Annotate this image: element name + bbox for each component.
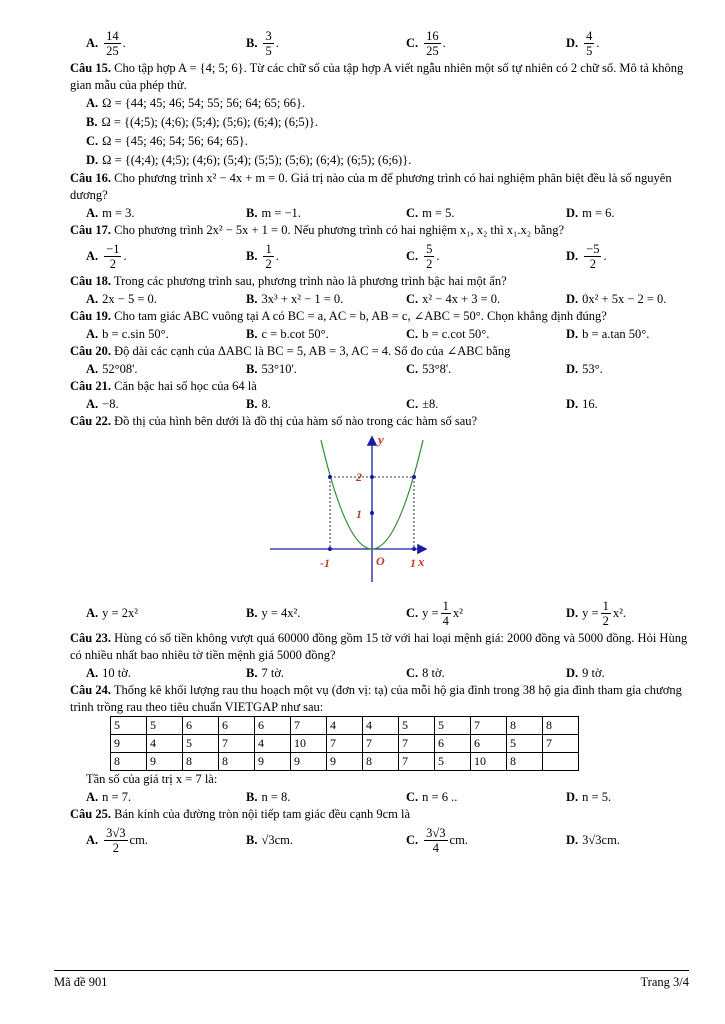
q21-option-a[interactable]: A. −8. [86, 397, 119, 411]
q18-option-d[interactable]: D. 0x² + 5x − 2 = 0. [566, 292, 667, 306]
table-cell: 10 [471, 753, 507, 771]
q25-stem: Câu 25. Bán kính của đường tròn nội tiếp tam giác đều cạnh 9cm là [70, 807, 411, 821]
table-cell: 9 [291, 753, 327, 771]
q15-option-d[interactable]: D. Ω = {(4;4); (4;5); (4;6); (5;4); (5;5); (5;6); (6;4); (6;5); (6;6)}. [86, 153, 412, 167]
table-cell: 8 [507, 717, 543, 735]
table-cell: 8 [111, 753, 147, 771]
tick-x-neg1 [328, 547, 332, 551]
table-cell: 5 [183, 735, 219, 753]
parabola-graph [260, 432, 430, 592]
q24-options [70, 788, 692, 806]
table-cell: 7 [543, 735, 579, 753]
q16-stem: Câu 16. Cho phương trình x² − 4x + m = 0. Giá trị nào của m để phương trình có hai nghiệm phân biệt đều là số nguyên dương? [70, 171, 672, 202]
q16-options [70, 204, 692, 222]
tick-label-x1: 1 [410, 556, 416, 570]
y-axis-label: y [378, 432, 384, 447]
q24-option-b[interactable]: B. n = 8. [246, 790, 291, 804]
q24-subquestion: Tần số của giá trị x = 7 là: [86, 772, 218, 786]
q25-option-c[interactable]: C. $\frac{3√3}{4}$ cm. [406, 825, 468, 855]
x-axis-label: x [418, 554, 425, 569]
q17-option-b[interactable]: B. $\frac{1}{2}$ . [246, 241, 279, 271]
table-cell: 5 [507, 735, 543, 753]
table-cell: 7 [399, 753, 435, 771]
table-cell: 4 [147, 735, 183, 753]
table-cell: 8 [543, 717, 579, 735]
q24-option-a[interactable]: A. n = 7. [86, 790, 132, 804]
table-cell: 4 [363, 717, 399, 735]
q18-options [70, 290, 692, 308]
table-cell: 8 [507, 753, 543, 771]
q22-option-d[interactable]: D. y = $\frac{1}{2}$ x². [566, 598, 626, 628]
q18-option-a[interactable]: A. 2x − 5 = 0. [86, 292, 157, 306]
table-cell: 5 [435, 753, 471, 771]
point-1-2 [412, 475, 416, 479]
q16-option-d[interactable]: D. m = 6. [566, 206, 615, 220]
q15-stem: Câu 15. Cho tập hợp A = {4; 5; 6}. Từ các chữ số của tập hợp A viết ngẫu nhiên một số tự nhiên có 2 chữ số. Mô tả không gian mẫu của phép thử. [70, 61, 684, 92]
q19-option-c[interactable]: C. b = c.cot 50°. [406, 327, 490, 341]
q21-stem: Câu 21. Căn bậc hai số học của 64 là [70, 379, 257, 393]
tick-label-y2: 2 [356, 470, 362, 484]
table-cell: 6 [255, 717, 291, 735]
tick-y2 [370, 475, 374, 479]
q25-options [70, 823, 692, 857]
table-cell: 5 [111, 717, 147, 735]
q19-options [70, 325, 692, 343]
tick-label-y1: 1 [356, 507, 362, 521]
q14-options [70, 26, 692, 60]
table-cell: 9 [255, 753, 291, 771]
table-cell: 4 [327, 717, 363, 735]
q19-option-d[interactable]: D. b = a.tan 50°. [566, 327, 650, 341]
q23-option-c[interactable]: C. 8 tờ. [406, 666, 445, 680]
table-cell [543, 753, 579, 771]
harvest-table [110, 716, 579, 771]
q24-stem: Câu 24. Thống kê khối lượng rau thu hoạch một vụ (đơn vị: tạ) của mỗi hộ gia đình trong 38 hộ gia đình tham gia chương trình trồng rau theo tiêu chuẩn VIETGAP như sau: [70, 683, 682, 714]
q16-option-c[interactable]: C. m = 5. [406, 206, 455, 220]
q15-option-a[interactable]: A. Ω = {44; 45; 46; 54; 55; 56; 64; 65; 66}. [86, 96, 306, 110]
q25-option-d[interactable]: D. 3√3cm. [566, 832, 620, 847]
q14-option-a[interactable]: A. $\frac{14}{25}$ . [86, 28, 126, 58]
tick-label-x-neg1: -1 [320, 556, 330, 570]
q20-options [70, 360, 692, 378]
q21-options [70, 395, 692, 413]
table-row [111, 735, 579, 753]
q20-option-a[interactable]: A. 52°08'. [86, 362, 138, 376]
q21-option-c[interactable]: C. ±8. [406, 397, 439, 411]
point-neg1-2 [328, 475, 332, 479]
q19-option-b[interactable]: B. c = b.cot 50°. [246, 327, 329, 341]
q24-option-c[interactable]: C. n = 6 .. [406, 790, 458, 804]
q18-option-b[interactable]: B. 3x³ + x² − 1 = 0. [246, 292, 344, 306]
q15-option-b[interactable]: B. Ω = {(4;5); (4;6); (5;4); (5;6); (6;4); (6;5)}. [86, 115, 318, 129]
origin-label: O [376, 554, 385, 568]
q22-stem: Câu 22. Đồ thị của hình bên dưới là đồ thị của hàm số nào trong các hàm số sau? [70, 414, 478, 428]
q14-option-c[interactable]: C. $\frac{16}{25}$ . [406, 28, 446, 58]
table-row [111, 753, 579, 771]
q22-option-c[interactable]: C. y = $\frac{1}{4}$ x² [406, 598, 463, 628]
q22-option-b[interactable]: B. y = 4x². [246, 605, 301, 620]
q23-option-a[interactable]: A. 10 tờ. [86, 666, 131, 680]
q25-option-a[interactable]: A. $\frac{3√3}{2}$ cm. [86, 825, 148, 855]
exam-code: Mã đề 901 [54, 975, 108, 989]
table-cell: 7 [327, 735, 363, 753]
q20-option-d[interactable]: D. 53°. [566, 362, 603, 376]
q21-option-b[interactable]: B. 8. [246, 397, 271, 411]
q17-options [70, 239, 692, 273]
table-cell: 6 [435, 735, 471, 753]
exam-page [70, 26, 692, 857]
q14-option-b[interactable]: B. $\frac{3}{5}$ . [246, 28, 279, 58]
table-cell: 6 [219, 717, 255, 735]
page-footer [54, 970, 689, 990]
table-cell: 5 [435, 717, 471, 735]
table-cell: 7 [471, 717, 507, 735]
q16-option-b[interactable]: B. m = −1. [246, 206, 301, 220]
table-cell: 8 [219, 753, 255, 771]
table-cell: 8 [363, 753, 399, 771]
q23-option-d[interactable]: D. 9 tờ. [566, 666, 605, 680]
q20-stem: Câu 20. Độ dài các cạnh của ΔABC là BC = 5, AB = 3, AC = 4. Số đo của ∠ABC bằng [70, 344, 511, 358]
q17-stem: Câu 17. Cho phương trình 2x² − 5x + 1 = 0. Nếu phương trình có hai nghiệm x₁, x₂ thì x₁.x₂ bằng? [70, 223, 565, 237]
table-cell: 9 [147, 753, 183, 771]
table-cell: 7 [399, 735, 435, 753]
q14-option-d[interactable]: D. $\frac{4}{5}$ . [566, 28, 600, 58]
table-cell: 6 [471, 735, 507, 753]
q17-option-a[interactable]: A. $\frac{-1}{2}$ . [86, 241, 127, 271]
q24-option-d[interactable]: D. n = 5. [566, 790, 612, 804]
q23-options [70, 664, 692, 682]
q22-options [70, 596, 692, 630]
q16-option-a[interactable]: A. m = 3. [86, 206, 135, 220]
table-cell: 7 [291, 717, 327, 735]
page-number: Trang 3/4 [640, 975, 689, 989]
q17-option-c[interactable]: C. $\frac{5}{2}$ . [406, 241, 440, 271]
table-cell: 5 [147, 717, 183, 735]
table-cell: 7 [363, 735, 399, 753]
table-cell: 7 [219, 735, 255, 753]
q21-option-d[interactable]: D. 16. [566, 397, 598, 411]
q19-stem: Câu 19. Cho tam giác ABC vuông tại A có BC = a, AC = b, AB = c, ∠ABC = 50°. Chọn khẳng định đúng? [70, 309, 607, 323]
table-row [111, 717, 579, 735]
tick-x1 [412, 547, 416, 551]
q19-option-a[interactable]: A. b = c.sin 50°. [86, 327, 169, 341]
table-cell: 6 [183, 717, 219, 735]
q17-option-d[interactable]: D. $\frac{-5}{2}$ . [566, 241, 607, 271]
q20-option-c[interactable]: C. 53°8'. [406, 362, 452, 376]
table-cell: 9 [327, 753, 363, 771]
q20-option-b[interactable]: B. 53°10'. [246, 362, 297, 376]
q25-option-b[interactable]: B. √3cm. [246, 832, 293, 847]
q18-stem: Câu 18. Trong các phương trình sau, phương trình nào là phương trình bậc hai một ẩn? [70, 274, 507, 288]
tick-y1 [370, 511, 374, 515]
q15-option-c[interactable]: C. Ω = {45; 46; 54; 56; 64; 65}. [86, 134, 248, 148]
table-cell: 5 [399, 717, 435, 735]
table-cell: 9 [111, 735, 147, 753]
table-cell: 8 [183, 753, 219, 771]
q23-stem: Câu 23. Hùng có số tiền không vượt quá 60000 đồng gồm 15 tờ với hai loại mệnh giá: 2000 đồng và 5000 đồng. Hỏi Hùng có nhiều nhất bao nhiêu tờ tiền mệnh giá 5000 đồng? [70, 631, 688, 662]
q18-option-c[interactable]: C. x² − 4x + 3 = 0. [406, 292, 501, 306]
table-cell: 4 [255, 735, 291, 753]
table-cell: 10 [291, 735, 327, 753]
q23-option-b[interactable]: B. 7 tờ. [246, 666, 285, 680]
q22-option-a[interactable]: A. y = 2x² [86, 605, 138, 620]
